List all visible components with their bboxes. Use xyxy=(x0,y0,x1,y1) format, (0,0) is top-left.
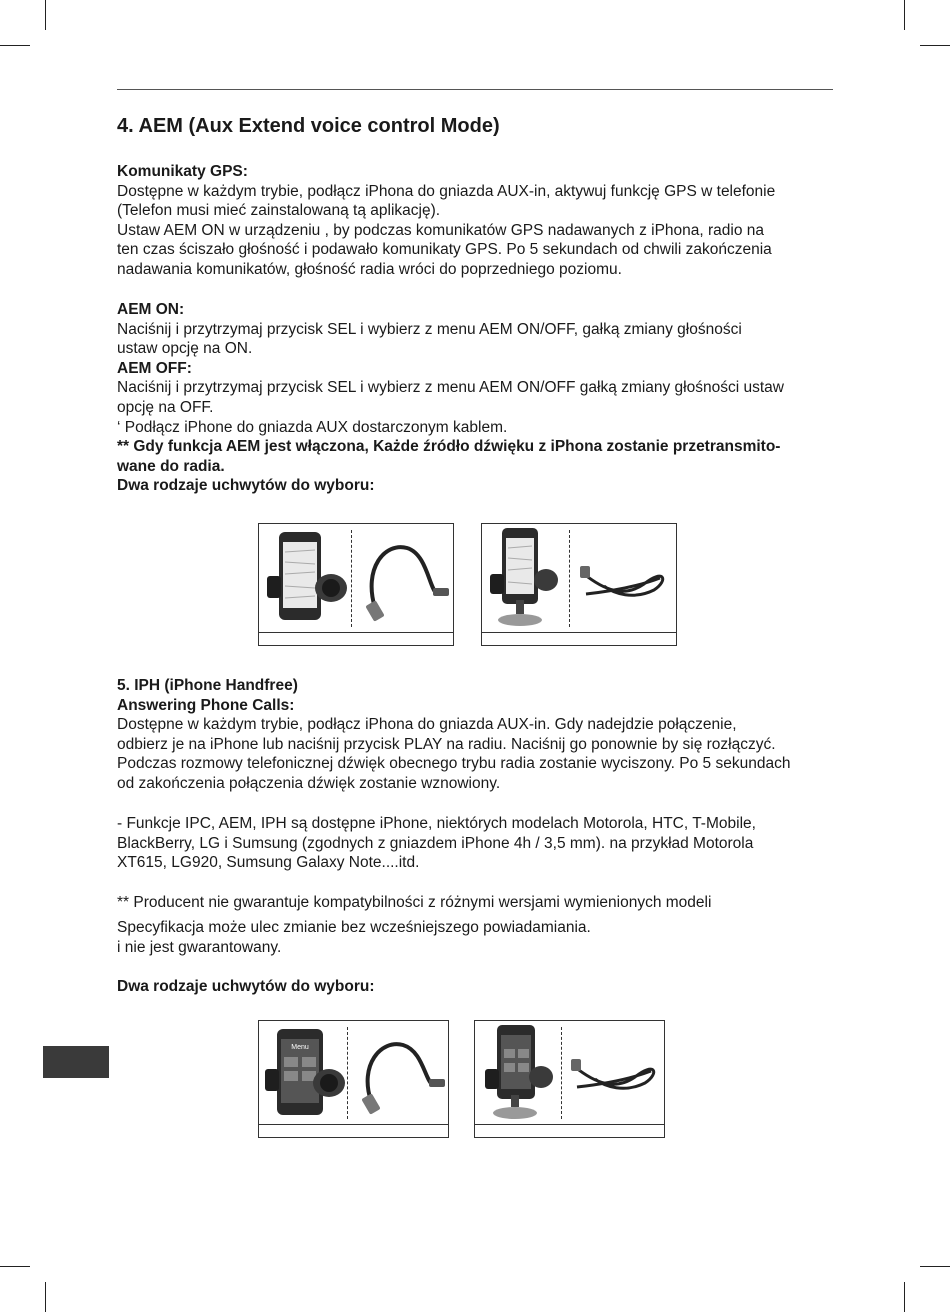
crop-mark xyxy=(45,0,46,30)
calls-line: od zakończenia połączenia dźwięk zostanie wznowiony. xyxy=(117,774,501,792)
crop-mark xyxy=(920,45,950,46)
gps-line: Ustaw AEM ON w urządzeniu , by podczas komunikatów GPS nadawanych z iPhona, radio na xyxy=(117,221,765,239)
aem-note-line: wane do radia. xyxy=(117,457,225,475)
phone-holder-suction-icon xyxy=(482,526,568,630)
gps-line: Dostępne w każdym trybie, podłącz iPhona do gniazda AUX-in, aktywuj funkcję GPS w telefonie xyxy=(117,182,776,200)
phone-holder-suction-icon xyxy=(477,1023,561,1123)
crop-mark xyxy=(0,1266,30,1267)
aem-block xyxy=(117,300,784,496)
compat-line: - Funkcje IPC, AEM, IPH są dostępne iPhone, niektórych modelach Motorola, HTC, T-Mobile, xyxy=(117,815,756,832)
holders-heading: Dwa rodzaje uchwytów do wyboru: xyxy=(117,477,375,495)
aem-off-heading: AEM OFF: xyxy=(117,359,192,377)
figure-caption-bar xyxy=(259,1124,448,1137)
section-5-title: 5. IPH (iPhone Handfree) xyxy=(117,677,298,694)
long-cable-icon xyxy=(574,528,674,628)
crop-mark xyxy=(0,45,30,46)
aem-on-heading: AEM ON: xyxy=(117,301,185,318)
gps-heading: Komunikaty GPS: xyxy=(117,163,248,180)
calls-line: Dostępne w każdym trybie, podłącz iPhona do gniazda AUX-in. Gdy nadejdzie połączenie, xyxy=(117,716,737,734)
crop-mark xyxy=(920,1266,950,1267)
gps-block xyxy=(117,162,775,280)
figure-caption-bar xyxy=(475,1124,664,1137)
compat-line: BlackBerry, LG i Sumsung (zgodnych z gniazdem iPhone 4h / 3,5 mm). na przykład Motorola xyxy=(117,834,754,852)
figure-caption-bar xyxy=(259,632,453,645)
crop-mark xyxy=(45,1282,46,1312)
aem-note-line: ** Gdy funkcja AEM jest włączona, Każde źródło dźwięku z iPhona zostanie przetransmito- xyxy=(117,438,781,456)
holders-heading-2: Dwa rodzaje uchwytów do wyboru: xyxy=(117,978,375,995)
holder-clip-figure xyxy=(258,523,454,646)
holder-suction-figure xyxy=(481,523,677,646)
short-cable-icon xyxy=(355,528,451,628)
holder-clip-figure-2 xyxy=(258,1020,449,1138)
short-cable-icon xyxy=(351,1025,447,1123)
compat-block xyxy=(117,814,756,873)
crop-mark xyxy=(904,0,905,30)
aem-on-line: Naciśnij i przytrzymaj przycisk SEL i wybierz z menu AEM ON/OFF, gałką zmiany głośności xyxy=(117,320,742,338)
spec-line: i nie jest gwarantowany. xyxy=(117,938,282,956)
aem-on-line: ustaw opcję na ON. xyxy=(117,340,253,358)
phone-holder-clip-icon xyxy=(261,528,351,628)
spec-block xyxy=(117,918,591,957)
phone-screen-menu-label: Menu xyxy=(291,1044,309,1051)
holder-suction-figure-2 xyxy=(474,1020,665,1138)
long-cable-icon xyxy=(565,1025,663,1123)
aem-off-line: ‘ Podłącz iPhone do gniazda AUX dostarczonym kablem. xyxy=(117,418,508,436)
calls-line: odbierz je na iPhone lub naciśnij przycisk PLAY na radiu. Naciśnij go ponownie by się rozłączyć. xyxy=(117,735,776,753)
iph-block xyxy=(117,676,790,794)
warranty-line: ** Producent nie gwarantuje kompatybilności z różnymi wersjami wymienionych modeli xyxy=(117,894,712,911)
gps-line: (Telefon musi mieć zainstalowaną tą aplikację). xyxy=(117,202,441,220)
calls-heading: Answering Phone Calls: xyxy=(117,696,295,714)
phone-holder-clip-icon xyxy=(261,1025,349,1123)
gps-line: nadawania komunikatów, głośność radia wróci do poprzedniego poziomu. xyxy=(117,260,622,278)
compat-line: XT615, LG920, Sumsung Galaxy Note....itd. xyxy=(117,854,420,872)
aem-off-line: opcję na OFF. xyxy=(117,398,214,416)
gps-line: ten czas ściszało głośność i podawało komunikaty GPS. Po 5 sekundach od chwili zakończenia xyxy=(117,241,772,259)
spec-line: Specyfikacja może ulec zmianie bez wcześniejszego powiadamiania. xyxy=(117,919,591,936)
figure-caption-bar xyxy=(482,632,676,645)
section-4-title: 4. AEM (Aux Extend voice control Mode) xyxy=(117,115,500,137)
header-rule xyxy=(117,89,833,90)
crop-mark xyxy=(904,1282,905,1312)
calls-line: Podczas rozmowy telefonicznej dźwięk obecnego trybu radia zostanie wyciszony. Po 5 sekundach xyxy=(117,755,791,773)
page-side-tab xyxy=(43,1046,109,1078)
aem-off-line: Naciśnij i przytrzymaj przycisk SEL i wybierz z menu AEM ON/OFF gałką zmiany głośności ustaw xyxy=(117,379,784,397)
